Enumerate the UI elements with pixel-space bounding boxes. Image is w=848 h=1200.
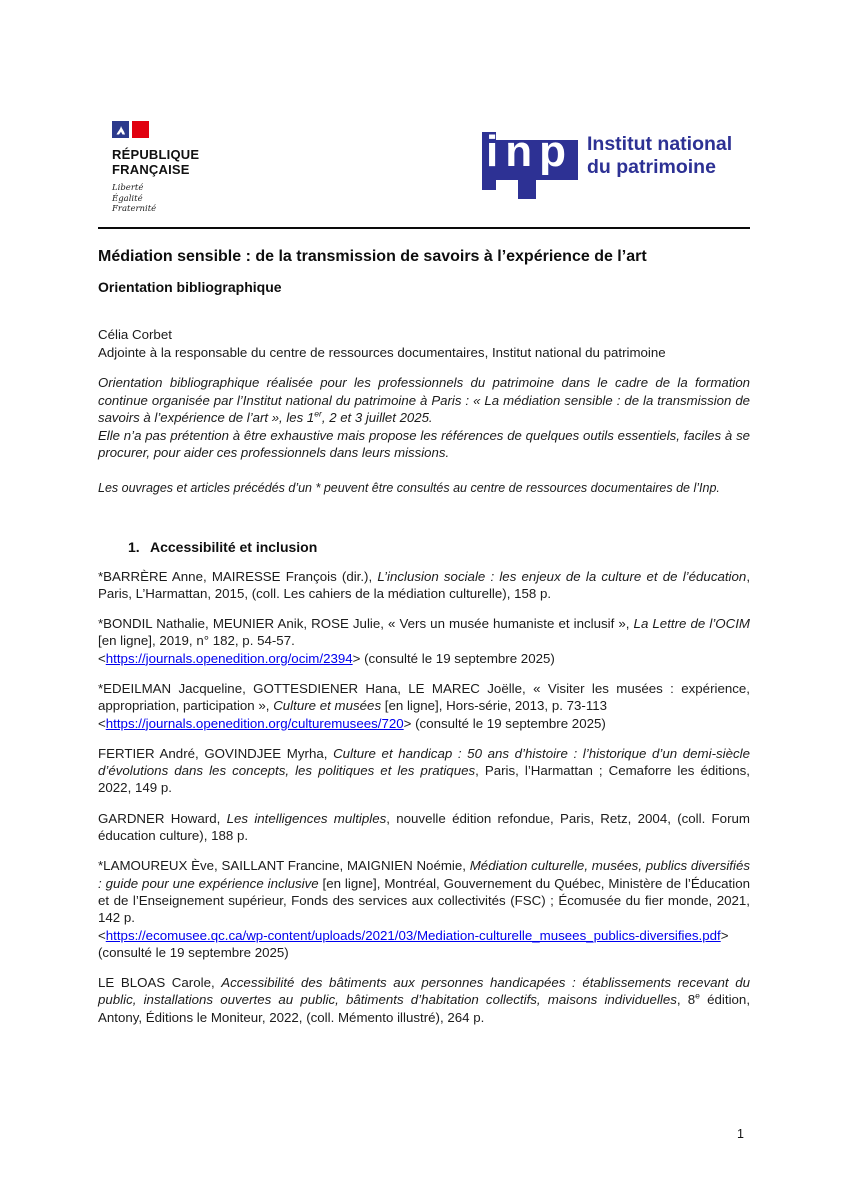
inp-name-line1: Institut national xyxy=(587,133,733,155)
text-segment: *EDEILMAN Jacqueline, GOTTESDIENER Hana, LE MAREC Joëlle, « Visiter les musées : expérience, appropriation, participation », xyxy=(98,680,750,714)
text-segment: Médiation culturelle, musées, publics diversifiés : guide pour une expérience inclusive xyxy=(98,858,750,891)
author-name: Célia Corbet xyxy=(98,327,172,342)
hyperlink[interactable]: https://ecomusee.qc.ca/wp-content/uploads/2021/03/Mediation-culturelle_musees_publics-diversifies.pdf xyxy=(105,927,721,943)
devise-fraternite: Fraternité xyxy=(112,204,157,214)
bibliography-list xyxy=(98,568,750,1027)
hyperlink[interactable]: https://journals.openedition.org/ocim/2394 xyxy=(105,650,353,666)
bibliography-entry xyxy=(98,745,750,797)
text-segment: Elle n’a pas prétention à être exhaustive mais propose les références de quelques outils essentiels, faciles à se procurer, pour aider ces professionnels dans leurs missions. xyxy=(98,427,750,460)
horizontal-rule xyxy=(98,227,750,229)
devise-liberte: Liberté xyxy=(112,183,144,193)
text-segment: [en ligne], 2019, n° 182, p. 54-57. xyxy=(98,633,295,649)
bibliography-entry xyxy=(98,974,750,1026)
text-segment: Accessibilité des bâtiments aux personnes handicapées : établissements recevant du public, installations ouvertes au public, bâtiments d’habitation collectifs, maisons individuelles xyxy=(98,975,750,1008)
text-segment: > (consulté le 19 septembre 2025) xyxy=(352,650,555,666)
page-header xyxy=(98,115,750,227)
text-segment: < xyxy=(98,650,106,666)
bibliography-entry xyxy=(98,568,750,603)
document-subtitle: Orientation bibliographique xyxy=(98,279,282,295)
text-segment: Culture et musées xyxy=(273,698,382,714)
section-number: 1. xyxy=(128,538,140,555)
author-role: Adjointe à la responsable du centre de ressources documentaires, Institut national du patrimoine xyxy=(98,344,666,360)
bibliography-entry xyxy=(98,680,750,732)
text-segment: > (consulté le 19 septembre 2025) xyxy=(403,715,606,731)
text-segment: < xyxy=(98,715,106,731)
document-title: Médiation sensible : de la transmission de savoirs à l’expérience de l’art xyxy=(98,248,647,265)
inp-logo-shape-square xyxy=(518,179,536,199)
republique-label: RÉPUBLIQUE xyxy=(112,147,200,162)
text-segment: , Paris, L’Harmattan, 2015, (coll. Les cahiers de la médiation culturelle), 158 p. xyxy=(98,568,751,601)
text-segment: *BARRÈRE Anne, MAIRESSE François (dir.), xyxy=(98,568,378,584)
inp-acronym: inp xyxy=(486,127,573,176)
text-segment: , Paris, l’Harmattan ; Cemaforre les éditions, 2022, 149 p. xyxy=(98,763,750,796)
text-segment: L’inclusion sociale : les enjeux de la culture et de l’éducation xyxy=(377,568,747,584)
bibliography-entry xyxy=(98,810,750,845)
text-segment: *BONDIL Nathalie, MEUNIER Anik, ROSE Julie, « Vers un musée humaniste et inclusif », xyxy=(98,616,634,632)
bibliography-entry xyxy=(98,857,750,961)
text-segment: [en ligne], Montréal, Gouvernement du Québec, Ministère de l’Éducation et de l’Enseignement supérieur, Fonds des services aux collectivités (FSC) ; Écomusée du fier monde, 2021, 142 p. xyxy=(98,875,750,926)
text-segment: , 2 et 3 juillet 2025. xyxy=(321,410,433,425)
inp-logo xyxy=(482,118,732,202)
inp-name xyxy=(587,118,732,202)
french-flag-icon xyxy=(112,121,252,144)
bibliography-entry xyxy=(98,615,750,667)
text-segment: < xyxy=(98,927,106,943)
text-segment: er xyxy=(314,408,322,419)
devise-egalite: Égalité xyxy=(112,193,143,204)
text-segment: La Lettre de l’OCIM xyxy=(633,616,750,632)
section-title: Accessibilité et inclusion xyxy=(150,538,318,555)
devise-text xyxy=(112,183,252,215)
text-segment: Les intelligences multiples xyxy=(226,810,387,826)
author-block xyxy=(98,326,750,361)
section-heading xyxy=(128,539,750,555)
text-segment: e xyxy=(695,991,700,1002)
inp-name-line2: du patrimoine xyxy=(587,155,716,178)
page-number: 1 xyxy=(737,1127,744,1141)
text-segment: Orientation bibliographique réalisée pour les professionnels du patrimoine dans le cadre de la formation continue organisée par l’Institut national du patrimoine à Paris : « La médiation sensible : de la transmission de savoirs à l’expérience de l’art », les 1 xyxy=(98,375,750,425)
text-segment: , nouvelle édition refondue, Paris, Retz, 2004, (coll. Forum éducation culture), 188 p. xyxy=(98,810,750,844)
asterisk-note: Les ouvrages et articles précédés d’un * peuvent être consultés au centre de ressources documentaires de l’Inp. xyxy=(98,480,720,495)
text-segment: *LAMOUREUX Ève, SAILLANT Francine, MAIGNIEN Noémie, xyxy=(98,858,470,874)
text-segment: LE BLOAS Carole, xyxy=(98,975,222,991)
text-segment: , 8 xyxy=(676,992,696,1008)
text-segment: Culture et handicap : 50 ans d’histoire : l’historique d’un demi-siècle d’évolutions dans les concepts, les politiques et les pratiques xyxy=(98,745,750,779)
republique-francaise-logo xyxy=(112,121,252,215)
hyperlink[interactable]: https://journals.openedition.org/culturemusees/720 xyxy=(105,715,404,731)
text-segment: [en ligne], Hors-série, 2013, p. 73-113 xyxy=(381,698,608,714)
intro-paragraph xyxy=(98,374,750,462)
text-segment: > (consulté le 19 septembre 2025) xyxy=(98,927,729,960)
francaise-label: FRANÇAISE xyxy=(112,161,190,177)
inp-logo-icon xyxy=(482,118,578,202)
text-segment: GARDNER Howard, xyxy=(98,810,227,826)
text-segment: édition, Antony, Éditions le Moniteur, 2022, (coll. Mémento illustré), 264 p. xyxy=(98,992,751,1025)
text-segment: FERTIER André, GOVINDJEE Myrha, xyxy=(98,745,334,761)
